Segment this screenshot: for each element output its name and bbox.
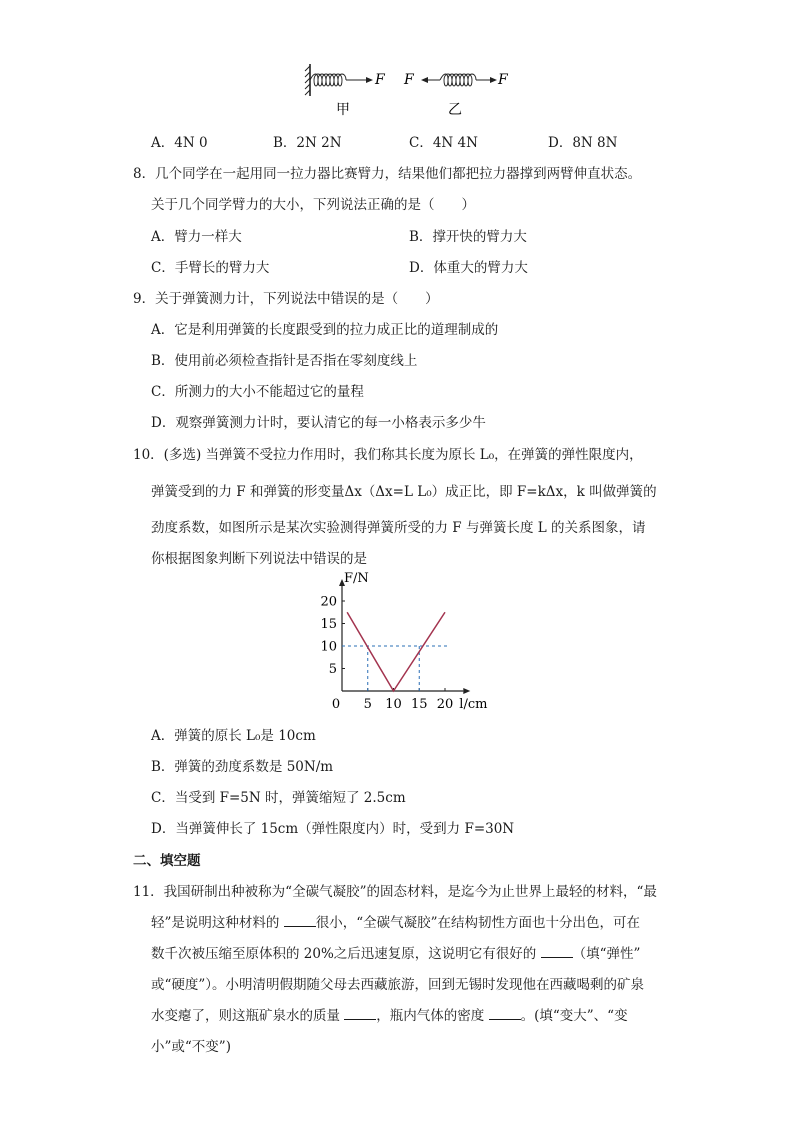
q9-option-a: A．它是利用弹簧的长度跟受到的拉力成正比的道理制成的 [151, 322, 499, 338]
x-tick-label: 5 [363, 697, 372, 712]
x-axis-arrow [463, 688, 470, 694]
q10-stem-line2: 弹簧受到的力 F 和弹簧的形变量Δx（Δx=L L₀）成正比，即 F=kΔx，k 叫做弹簧的 [151, 484, 657, 500]
q11-line6: 小”或“不变”) [151, 1039, 231, 1055]
q11-line5-text-c: 。(填“变大”、“变 [520, 1008, 628, 1024]
y-tick-label: 20 [320, 594, 337, 610]
q7-option-b: B．2N 2N [273, 135, 342, 151]
q9-stem: 9．关于弹簧测力计，下列说法中错误的是（ ） [133, 291, 439, 307]
q11-line1: 11．我国研制出种被称为“全碳气凝胶”的固态材料，是迄今为止世界上最轻的材料，“最 [133, 884, 657, 900]
q10-option-c: C．当受到 F=5N 时，弹簧缩短了 2.5cm [151, 790, 406, 806]
q7-option-d: D．8N 8N [548, 135, 618, 151]
section-title-fill-in: 二、填空题 [133, 853, 201, 869]
force-label-yi-left: F [404, 72, 414, 88]
q9-option-d: D．观察弹簧测力计时，要认清它的每一小格表示多少牛 [151, 415, 486, 431]
q8-option-b: B．撑开快的臂力大 [409, 229, 527, 245]
q11-line5 [151, 1004, 628, 1024]
label-jia: 甲 [336, 102, 350, 118]
q9-option-c: C．所测力的大小不能超过它的量程 [151, 384, 364, 400]
q7-option-a: A．4N 0 [151, 135, 208, 151]
answer-blank-1[interactable] [284, 914, 316, 927]
q11-line3-text-a: 数千次被压缩至原体积的 20%之后迅速复原，这说明它有很好的 [151, 946, 541, 962]
answer-blank-2[interactable] [541, 945, 573, 958]
q8-stem-line1: 8．几个同学在一起用同一拉力器比赛臂力，结果他们都把拉力器撑到两臂伸直状态。 [133, 166, 642, 182]
q11-line2-text-a: 轻”是说明这种材料的 [151, 915, 284, 931]
q10-option-b: B．弹簧的劲度系数是 50N/m [151, 759, 334, 775]
x-tick-label: 20 [436, 697, 454, 712]
spring-jia [310, 74, 346, 86]
q11-line2-text-b: 很小，“全碳气凝胶”在结构韧性方面也十分出色，可在 [315, 915, 641, 931]
x-tick-label: 0 [331, 697, 341, 712]
spring-yi [440, 74, 476, 86]
q10-stem-line4: 你根据图象判断下列说法中错误的是 [151, 551, 367, 567]
q8-option-d: D．体重大的臂力大 [409, 260, 528, 276]
q11-line3-text-b: （填“弹性” [572, 946, 641, 962]
q11-line2 [151, 911, 640, 931]
q11-line3 [151, 942, 640, 962]
y-axis-label: F/N [344, 571, 369, 586]
y-tick-label: 10 [320, 639, 337, 655]
label-yi: 乙 [448, 102, 462, 118]
q11-line5-text-b: ，瓶内气体的密度 [376, 1008, 489, 1024]
x-axis-label: l/cm [459, 697, 488, 712]
q10-option-a: A．弹簧的原长 L₀是 10cm [151, 728, 316, 744]
q8-option-c: C．手臂长的臂力大 [151, 260, 270, 276]
answer-blank-4[interactable] [489, 1007, 521, 1020]
wall-jia [305, 64, 310, 96]
x-tick-label: 10 [385, 697, 402, 712]
x-tick-label: 15 [410, 697, 428, 712]
q10-option-d: D．当弹簧伸长了 15cm（弹性限度内）时，受到力 F=30N [151, 821, 515, 837]
q11-line5-text-a: 水变瘪了，则这瓶矿泉水的质量 [151, 1008, 345, 1024]
series-line [347, 612, 445, 691]
force-label-jia: F [375, 72, 385, 88]
q10-stem-line1: 10．(多选) 当弹簧不受拉力作用时，我们称其长度为原长 L₀，在弹簧的弹性限度内， [133, 447, 643, 463]
y-tick-label: 5 [328, 662, 337, 677]
q11-line4: 或“硬度”）。小明清明假期随父母去西藏旅游，回到无锡时发现他在西藏喝剩的矿泉 [151, 977, 645, 993]
answer-blank-3[interactable] [344, 1007, 376, 1020]
q7-option-c: C．4N 4N [409, 135, 478, 151]
force-label-yi-right: F [498, 72, 508, 88]
q9-option-b: B．使用前必须检查指针是否指在零刻度线上 [151, 353, 418, 369]
y-tick-label: 15 [320, 617, 337, 632]
spring-figure [300, 62, 520, 120]
q8-stem-line2: 关于几个同学臂力的大小，下列说法正确的是（ ） [151, 197, 475, 213]
q8-option-a: A．臂力一样大 [151, 229, 242, 245]
q10-stem-line3: 劲度系数，如图所示是某次实验测得弹簧所受的力 F 与弹簧长度 L 的关系图象，请 [151, 520, 646, 536]
force-length-chart [318, 570, 508, 715]
